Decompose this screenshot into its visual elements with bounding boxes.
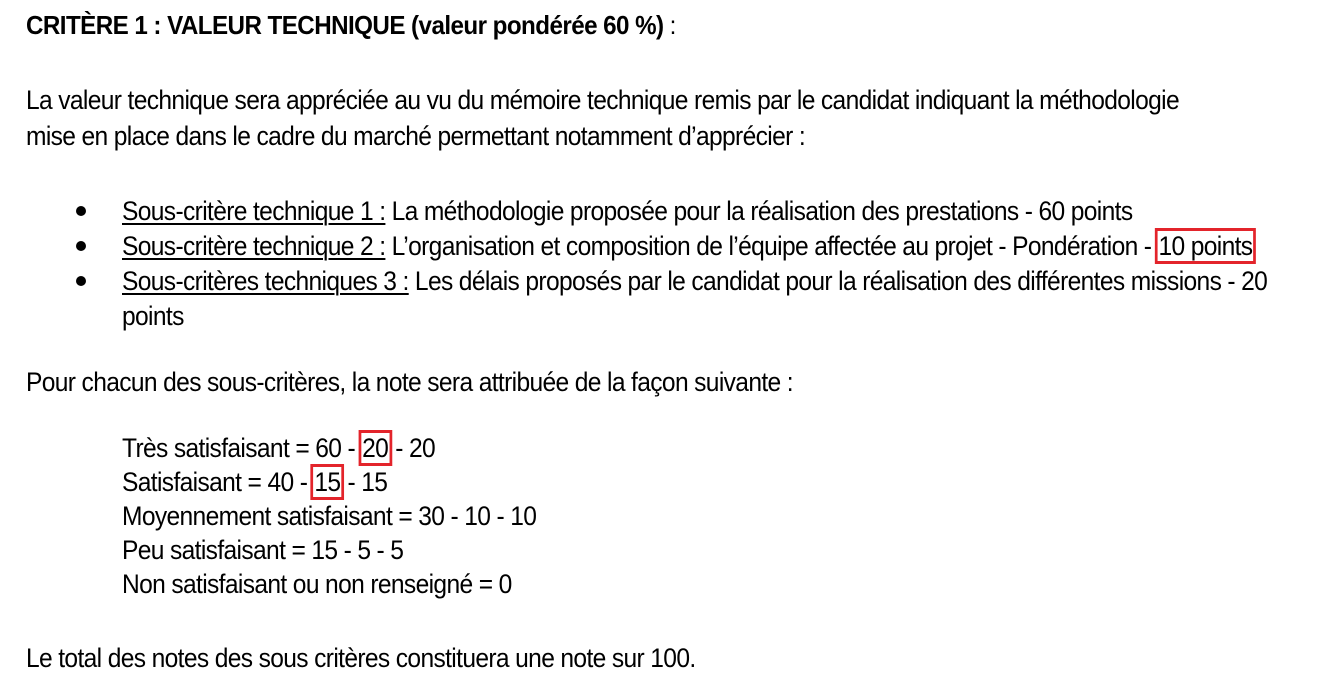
highlighted-value: 15 [314, 467, 341, 497]
subcriterion-label: Sous-critère technique 1 : [122, 196, 386, 226]
highlighted-value: 10 points [1158, 231, 1253, 261]
bullet-icon [76, 276, 86, 286]
subcriterion-label: Sous-critères techniques 3 : [122, 266, 409, 296]
grade-text-after: - 20 [389, 433, 436, 463]
grade-line [122, 533, 536, 567]
subcriterion-text [122, 193, 1132, 229]
grade-text: Peu satisfaisant = 15 - 5 - 5 [122, 535, 404, 565]
list-item-continuation [26, 298, 1326, 334]
subcriterion-description: L’organisation et composition de l’équipe affectée au projet - Pondération - [385, 231, 1158, 261]
grade-text: Moyennement satisfaisant = 30 - 10 - 10 [122, 501, 537, 531]
grade-line [122, 431, 536, 465]
list-item [26, 228, 1326, 264]
list-item [26, 263, 1326, 299]
bullet-icon [76, 206, 86, 216]
grade-line [122, 567, 536, 601]
subcriterion-continuation: points [122, 301, 184, 331]
intro-paragraph-line-2: mise en place dans le cadre du marché permettant notamment d’apprécier : [26, 121, 806, 151]
subcriterion-description: La méthodologie proposée pour la réalisation des prestations - 60 points [385, 196, 1133, 226]
intro-paragraph-line-1: La valeur technique sera appréciée au vu du mémoire technique remis par le candidat indiquant la méthodologie [26, 85, 1180, 115]
scoring-intro: Pour chacun des sous-critères, la note sera attribuée de la façon suivante : [26, 367, 793, 397]
criterion-heading-suffix: : [663, 10, 676, 40]
bullet-icon [76, 241, 86, 251]
grade-text: Satisfaisant = 40 - [122, 467, 314, 497]
subcriterion-text [122, 263, 1267, 299]
grade-line [122, 499, 536, 533]
criterion-heading [26, 10, 676, 41]
subcriterion-text [122, 228, 1253, 264]
highlighted-value: 20 [362, 433, 389, 463]
conclusion: Le total des notes des sous critères constituera une note sur 100. [26, 643, 696, 673]
subcriterion-description: Les délais proposés par le candidat pour la réalisation des différentes missions - 20 [408, 266, 1268, 296]
grades-list [122, 431, 577, 601]
grade-text: Non satisfaisant ou non renseigné = 0 [122, 569, 512, 599]
list-item [26, 193, 1326, 229]
grade-text: Très satisfaisant = 60 - [122, 433, 362, 463]
subcriterion-label: Sous-critère technique 2 : [122, 231, 386, 261]
grade-line [122, 465, 536, 499]
criterion-heading-title: CRITÈRE 1 : VALEUR TECHNIQUE (valeur pondérée 60 %) [26, 10, 664, 40]
grade-text-after: - 15 [341, 467, 388, 497]
